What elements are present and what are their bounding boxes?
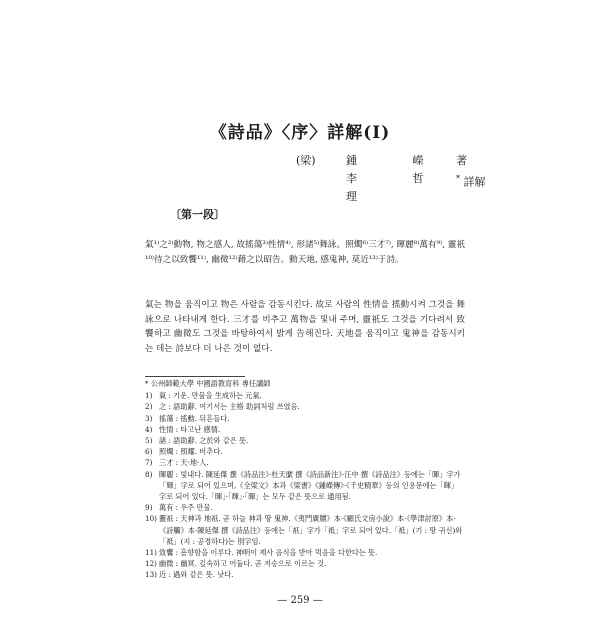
footnote-text: 致饗 : 흠향함을 이루다. 神明이 제사 음식을 받아 먹음을 다한다는 뜻. [159,548,378,558]
footnote-text: 近 : 過와 같은 뜻. 낫다. [159,570,234,580]
footnote-text: 諸 : 語助辭. 之於와 같은 뜻. [159,436,249,446]
author-name: 鍾 嶸 [346,154,450,167]
author-role-wrap [456,170,486,206]
footnote-text: 萬有 : 우주 만물. [159,503,213,513]
footnote-item [145,547,465,558]
footnote-item [145,502,465,513]
author-role: 著 [456,154,467,167]
footnote-item [145,435,465,446]
footnote-divider [145,376,245,377]
footnote-text: 暉麗 : 빛내다. 陳延傑 撰《詩品注》·杜天縻 撰《詩品新注》·汪中 撰《詩品注》등에는「暉」字가「輝」字로 되어 있으며,《全梁文》本과《梁書》《鍾嶸傳》·《千史精華》등의 인용문에는「暉」字로 되어 있다.「暉」·「輝」·「暉」는 모두 같은 뜻으로 通用됨. [159,469,461,502]
footnote-number: 9) [145,503,153,513]
footnote-item [145,457,465,468]
page-number: — 259 — [277,595,323,606]
footnote-item [145,513,465,547]
author-dynasty [296,170,346,206]
footnote-text: 搖蕩 : 搖動. 뒤흔들다. [159,413,230,423]
footnote-text: 三才 : 天·地·人. [159,458,209,468]
footnote-number: 13) [145,570,157,580]
footnote-item [145,424,465,435]
footnotes [145,378,465,581]
footnote-number: 3) [145,413,153,423]
footnote-item [145,469,465,503]
author-block [296,152,486,206]
author-role: 詳解 [463,175,486,189]
author-dynasty: (梁) [296,154,316,167]
footnote-number: 2) [145,402,153,412]
author-name: 李 哲 理 [346,172,450,203]
footnote-item [145,558,465,569]
author-row [296,152,486,170]
footnote-text: 幽微 : 幽冥. 깊숙하고 어둡다. 곧 저승으로 이르는 것. [159,559,327,569]
footnote-text: 之 : 語助辭. 여기서는 主格 助詞처럼 쓰였음. [159,402,300,412]
footnote-number: 4) [145,424,153,434]
footnote-item [145,390,465,401]
author-row [296,170,486,206]
footnote-item [145,569,465,580]
footnote-number: 5) [145,436,153,446]
footnote-number: 7) [145,458,153,468]
footnote-number: 11) [145,548,157,558]
footnote-text: 氣 : 기운. 만물을 生成하는 元氣. [159,391,262,401]
footnote-number: 10) [145,514,157,524]
footnote-item [145,401,465,412]
section-heading: 〔第一段〕 [170,208,225,221]
affiliation-note: * 公州師範大學 中國語教育科 專任講師 [145,379,271,388]
translation-paragraph: 氣는 物을 움직이고 物은 사람을 감동시킨다. 故로 사람의 性情을 搖動시켜 그것을 舞詠으로 나타내게 한다. 三才를 비추고 萬物을 빛내 주며, 靈祇도 그것을 기다려서 致饗하고 幽微도 그것을 바탕하여서 밝게 告해진다. 天地를 움직이고 鬼神을 감동시키는 데는 詩보다 더 나은 것이 없다. [145,300,465,354]
footnote-item [145,446,465,457]
footnote-text: 靈祇 : 天神과 地祇. 곧 하늘 神과 땅 鬼神.《夷門廣牘》本·《顧氏文房小說》本·《學津討原》本·《詩觸》本·陳延傑 撰《詩品注》등에는「祇」字가「祗」字로 되어 있다.「祗」(기 : 땅 귀신)와「祗」(지 : 공경하다)는 別字임. [159,514,463,546]
footnote-text: 性情 : 타고난 感情. [159,424,221,434]
article-title: 《詩品》〈序〉詳解(Ⅰ) [209,123,391,143]
original-text-paragraph: 氣¹⁾之²⁾動物, 物之感人, 故搖蕩³⁾性情⁴⁾, 形諸⁵⁾舞詠。照燭⁶⁾三才⁷⁾, 暉麗⁸⁾萬有⁹⁾, 靈祇¹⁰⁾待之以致饗¹¹⁾, 幽微¹²⁾藉之以昭告。動天地, 感鬼神, 莫近¹³⁾于詩。 [145,240,465,265]
footnote-text: 照燭 : 照耀. 비추다. [159,447,223,457]
footnote-number: 6) [145,447,153,457]
footnote-item [145,413,465,424]
footnote-number: 8) [145,469,153,479]
author-mark: * [456,174,460,183]
footnote-number: 1) [145,391,153,401]
footnote-number: 12) [145,559,157,569]
